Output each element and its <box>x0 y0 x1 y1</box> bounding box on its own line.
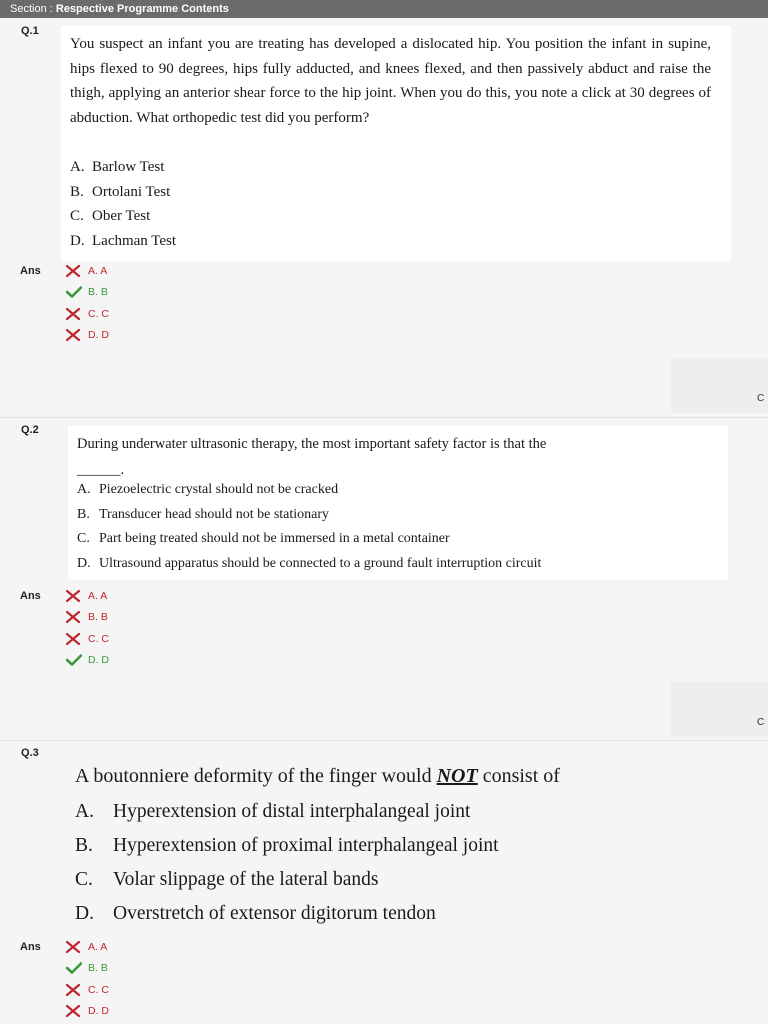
option-a: A. Piezoelectric crystal should not be cracked <box>77 482 339 497</box>
option-d: D. Ultrasound apparatus should be connected to a ground fault interruption circuit <box>77 555 542 571</box>
answer-option-b: B. B <box>66 282 109 304</box>
answer-option-b: B. B <box>66 607 109 629</box>
answer-option-c: C. C <box>66 979 109 1001</box>
cross-icon <box>66 1004 84 1018</box>
section-header <box>0 0 768 18</box>
option-a: A. Hyperextension of distal interphalangeal joint <box>75 801 471 822</box>
answer-label: Ans <box>20 941 41 953</box>
section-label: Section : <box>10 3 53 15</box>
answer-option-a: A. A <box>66 936 109 958</box>
question-card <box>61 26 731 261</box>
cross-icon <box>66 610 84 624</box>
answer-option-c: C. C <box>66 628 109 650</box>
question-text: You suspect an infant you are treating has developed a dislocated hip. You position the infant in supine, hips flexed to 90 degrees, hips fully adducted, and knees flexed, and then passively abduct and raise the thigh, applying an anterior shear force to the hip joint. When you do this, you note a click at 30 degrees of abduction. What orthopedic test did you perform? <box>70 36 711 126</box>
side-panel[interactable] <box>671 681 768 736</box>
answer-option-a: A. A <box>66 585 109 607</box>
cross-icon <box>66 983 84 997</box>
emphasis-not: NOT <box>436 765 478 787</box>
check-icon <box>66 285 84 299</box>
options-list <box>77 478 541 576</box>
options-list <box>70 155 176 253</box>
divider <box>0 417 768 418</box>
answer-list <box>66 260 109 346</box>
answer-label: Ans <box>20 265 41 277</box>
side-panel[interactable] <box>671 358 768 413</box>
answer-option-a: A. A <box>66 260 109 282</box>
question-text: A boutonniere deformity of the finger would NOT consist of <box>75 765 560 787</box>
answer-option-d: D. D <box>66 650 109 672</box>
cross-icon <box>66 307 84 321</box>
option-d: D. Overstretch of extensor digitorum tendon <box>75 903 436 924</box>
answer-list <box>66 585 109 671</box>
option-c: C. Volar slippage of the lateral bands <box>75 869 379 890</box>
answer-list <box>66 936 109 1022</box>
cross-icon <box>66 264 84 278</box>
check-icon <box>66 653 84 667</box>
question-card <box>68 426 728 580</box>
option-c: C. Ober Test <box>70 208 151 224</box>
answer-option-b: B. B <box>66 958 109 980</box>
options-list <box>75 795 499 931</box>
answer-option-d: D. D <box>66 325 109 347</box>
option-b: B. Ortolani Test <box>70 183 171 200</box>
option-d: D. Lachman Test <box>70 232 177 249</box>
section-value: Respective Programme Contents <box>55 3 229 15</box>
answer-label: Ans <box>20 590 41 602</box>
answer-blank: ______. <box>77 462 125 478</box>
question-number: Q.2 <box>21 424 39 436</box>
option-b: B. Transducer head should not be stationary <box>77 506 330 522</box>
question-number: Q.1 <box>21 25 39 37</box>
cross-icon <box>66 328 84 342</box>
option-a: A. Barlow Test <box>70 159 165 175</box>
cross-icon <box>66 589 84 603</box>
check-icon <box>66 961 84 975</box>
divider <box>0 740 768 741</box>
option-c: C. Part being treated should not be immersed in a metal container <box>77 531 450 546</box>
side-text: C <box>757 393 765 404</box>
answer-option-c: C. C <box>66 303 109 325</box>
side-text: C <box>757 717 765 728</box>
question-text: During underwater ultrasonic therapy, the most important safety factor is that the ______. <box>77 436 547 478</box>
answer-option-d: D. D <box>66 1001 109 1023</box>
option-b: B. Hyperextension of proximal interphalangeal joint <box>75 835 499 856</box>
cross-icon <box>66 940 84 954</box>
cross-icon <box>66 632 84 646</box>
question-number: Q.3 <box>21 747 39 759</box>
